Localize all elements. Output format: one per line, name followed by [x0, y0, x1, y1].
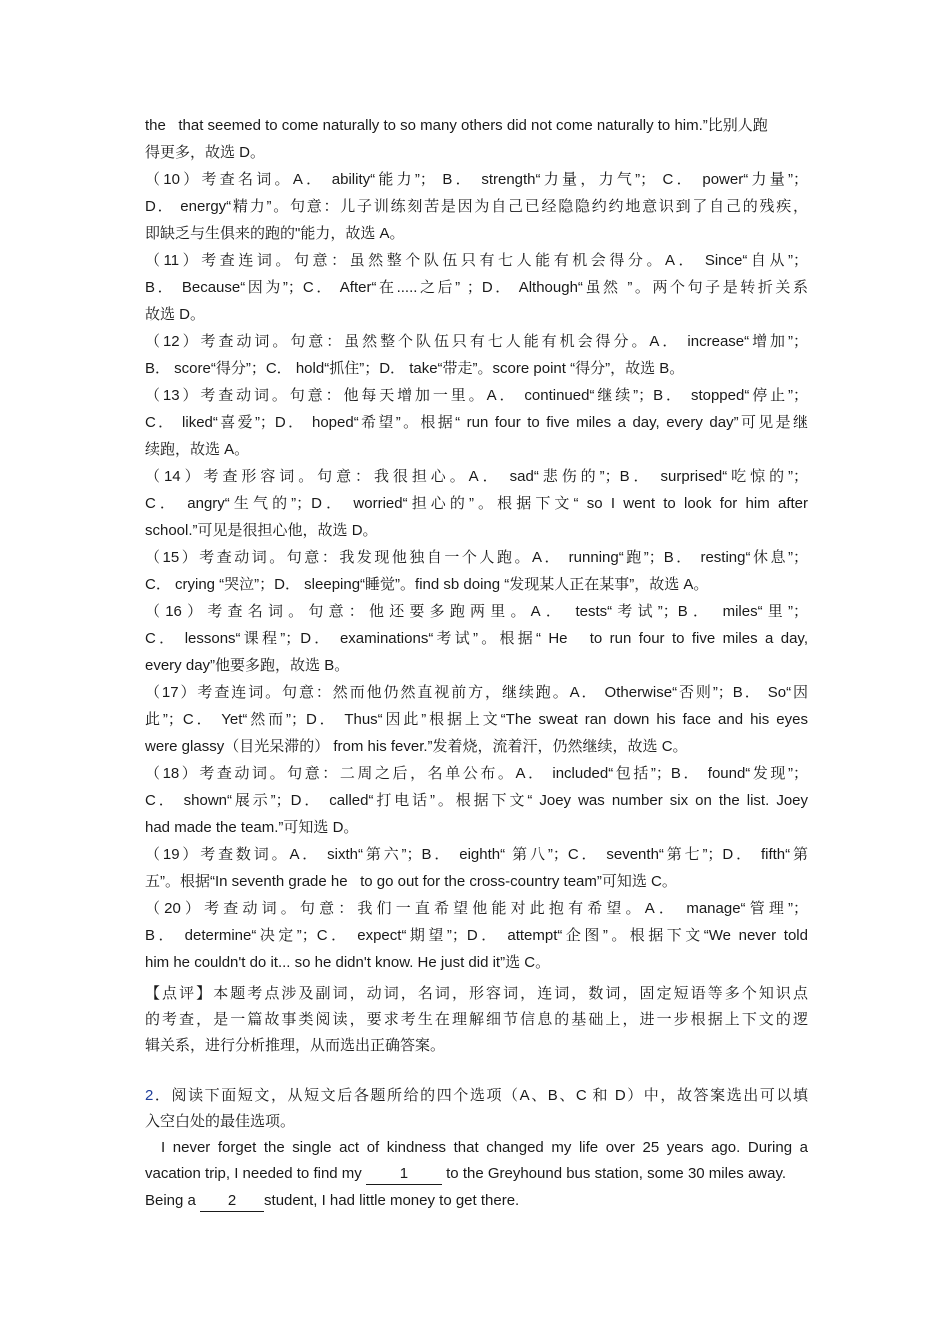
- passage-text: student, I had little money to get there.: [264, 1192, 520, 1209]
- passage-line: [145, 1187, 808, 1214]
- text-line: （15）考查动词。句意：我发现他独自一个人跑。A． running“跑”；B． resting“休息”；: [145, 549, 808, 566]
- text-line: were glassy（目光呆滞的） from his fever.”发着烧，流着汗，仍然继续，故选 C。: [145, 738, 688, 755]
- text-line: （10）考查名词。A． ability“能力”； B． strength“力量，力气”； C． power“力量”；: [145, 171, 808, 188]
- text-line: B． score“得分”；C． hold“抓住”；D． take“带走”。score point “得分”，故选 B。: [145, 360, 685, 377]
- text-line: C． angry“生气的”；D． worried“担心的”。根据下文“ so I went to look for him after: [145, 495, 808, 512]
- text-line: （17）考查连词。句意：然而他仍然直视前方，继续跑。A． Otherwise“否则”；B． So“因: [145, 684, 808, 701]
- text-line: every day”他要多跑，故选 B。: [145, 657, 350, 674]
- comment-line: 辑关系，进行分析推理，从而选出正确答案。: [145, 1037, 446, 1054]
- text-line: C． liked“喜爱”；D． hoped“希望”。根据“ run four to five miles a day, every day”可见是继: [145, 414, 808, 431]
- passage-line: [145, 1160, 808, 1187]
- text-line: （16）考查名词。句意：他还要多跑两里。A． tests“考试”；B． miles“里”；: [145, 603, 808, 620]
- text-line: had made the team.”可知选 D。: [145, 819, 359, 836]
- text-line: 此”；C． Yet“然而”；D． Thus“因此”根据上文“The sweat ran down his face and his eyes: [145, 711, 808, 728]
- text-line: （20）考查动词。句意：我们一直希望他能对此抱有希望。A． manage“管理”；: [145, 900, 808, 917]
- text-line: B． determine“决定”；C． expect“期望”；D． attempt“企图”。根据下文“We never told: [145, 927, 808, 944]
- text-line: C． lessons“课程”；D． examinations“考试”。根据“ He to run four to five miles a day,: [145, 630, 808, 647]
- question-number: 2: [145, 1087, 154, 1104]
- passage-line: I never forget the single act of kindness that changed my life over 25 years ago. During a: [161, 1139, 808, 1156]
- text-line: B． Because“因为”；C． After“在.....之后” ；D． Although“虽然 ”。两个句子是转折关系: [145, 279, 808, 296]
- text-line: （12）考查动词。句意：虽然整个队伍只有七人能有机会得分。A． increase“增加”；: [145, 333, 808, 350]
- blank-2[interactable]: 2: [200, 1191, 264, 1212]
- comment-line: 的考查，是一篇故事类阅读，要求考生在理解细节信息的基础上，进一步根据上下文的逻: [145, 1011, 808, 1028]
- text-line: 续跑，故选 A。: [145, 441, 250, 458]
- text-line: 故选 D。: [145, 306, 206, 323]
- blank-1[interactable]: 1: [366, 1164, 442, 1185]
- text-line: （14）考查形容词。句意：我很担心。A． sad“悲伤的”；B． surprised“吃惊的”；: [145, 468, 808, 485]
- text-line: C． shown“展示”；D． called“打电话”。根据下文“ Joey was number six on the list. Joey: [145, 792, 808, 809]
- text-line: 得更多，故选 D。: [145, 144, 266, 161]
- text-line: （13）考查动词。句意：他每天增加一里。A． continued“继续”；B． stopped“停止”；: [145, 387, 808, 404]
- text-line: D． energy“精力”。句意：儿子训练刻苦是因为自己已经隐隐约约地意识到了自己的残疾，: [145, 198, 808, 215]
- text-line: 五”。根据“In seventh grade he to go out for the cross-country team”可知选 C。: [145, 873, 677, 890]
- passage-text: Being a: [145, 1192, 201, 1209]
- text-line: （19）考查数词。A． sixth“第六”；B． eighth“ 第八”；C． seventh“第七”；D． fifth“第: [145, 846, 808, 863]
- text-line: him he couldn't do it... so he didn't know. He just did it”选 C。: [145, 954, 551, 971]
- text-line: school.”可见是很担心他，故选 D。: [145, 522, 378, 539]
- passage-text: to the Greyhound bus station, some 30 miles away.: [441, 1165, 787, 1182]
- comment-line: 【点评】本题考点涉及副词，动词，名词，形容词，连词，数词，固定短语等多个知识点: [145, 985, 808, 1002]
- text-line: the that seemed to come naturally to so many others did not come naturally to him.”比别人跑: [145, 117, 768, 134]
- text-line: C． crying “哭泣”；D． sleeping“睡觉”。find sb doing “发现某人正在某事”，故选 A。: [145, 576, 709, 593]
- text-line: 即缺乏与生俱来的跑的"能力，故选 A。: [145, 225, 405, 242]
- question-2-instruction: [145, 1082, 808, 1109]
- passage-text: vacation trip, I needed to find my: [145, 1165, 366, 1182]
- text-line: （18）考查动词。句意：二周之后，名单公布。A． included“包括”；B． found“发现”；: [145, 765, 808, 782]
- text-line: （11）考查连词。句意：虽然整个队伍只有七人能有机会得分。A． Since“自从”；: [145, 252, 808, 269]
- instruction-text: ．阅读下面短文，从短文后各题所给的四个选项（A、B、C 和 D）中，故答案选出可以填: [153, 1087, 808, 1104]
- question-2-instruction-cont: 入空白处的最佳选项。: [145, 1113, 296, 1130]
